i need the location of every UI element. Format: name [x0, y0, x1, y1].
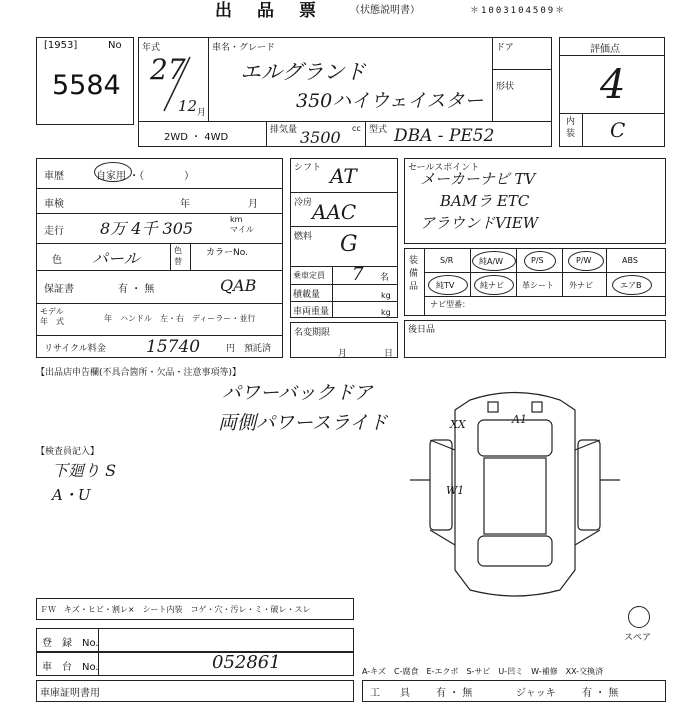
name-grade-label: 車名・グレード	[212, 43, 276, 53]
model-change-label	[40, 307, 64, 327]
year-value: 27	[150, 53, 186, 86]
equip-tv: 純TV	[436, 281, 455, 290]
cert-label: 車庫証明書用	[40, 688, 100, 699]
cooling-label: 冷房	[294, 198, 313, 208]
model-code-label: 型式	[369, 125, 388, 135]
displacement-label: 排気量	[270, 125, 298, 135]
document-title: 出 品 票	[215, 1, 320, 21]
registration-day: 日	[384, 349, 394, 359]
diagram-mark-a1: A1	[512, 413, 527, 426]
color-no-value: QAB	[220, 276, 257, 295]
equip-leather: 革シート	[522, 281, 554, 290]
inspector-line-1: 下廻り S	[52, 461, 117, 480]
chassis-no-label: 車 台 No.	[42, 662, 99, 673]
lot-year-tag: [1953]	[44, 40, 78, 51]
navi-model-label: ナビ型番：	[430, 300, 470, 309]
door-label: ドア	[496, 43, 514, 53]
vehicle-grade: 350ハイウェイスター	[296, 90, 484, 112]
inspection-label: 車検	[44, 199, 64, 210]
displacement-value: 3500	[300, 128, 341, 147]
equip-ext-navi: 外ナビ	[569, 281, 593, 290]
vehicle-name: エルグランド	[240, 60, 366, 84]
equip-sr: S/R	[440, 256, 454, 265]
equip-tv-circle	[428, 275, 468, 295]
model-change-text: モデル 年 式	[40, 307, 64, 326]
capacity-value: 7	[352, 264, 364, 285]
fuel-label: 燃料	[294, 232, 313, 242]
equip-ps: P/S	[531, 256, 544, 265]
retrofit-label: 後日品	[408, 325, 436, 335]
fuel-value: G	[340, 232, 358, 257]
equip-airbag-circle	[612, 275, 652, 295]
tools-options: 有 ・ 無	[436, 688, 473, 699]
inspection-month-unit: 月	[248, 199, 258, 210]
history-options: 自家用 ・（ ）	[96, 171, 195, 182]
rating-score: 4	[600, 62, 626, 108]
shift-label: シフト	[294, 163, 322, 173]
recycle-label: リサイクル料金	[44, 344, 106, 354]
chassis-no-value: 052861	[212, 652, 281, 673]
capacity-unit: 名	[380, 273, 390, 283]
year-label: 年式	[142, 43, 161, 53]
sales-point-line-2: BAMラ ETC	[440, 192, 530, 210]
equipment-label	[409, 255, 418, 294]
equipment-label-text: 装 備 品	[409, 256, 419, 292]
load-unit: kg	[381, 291, 391, 300]
equip-pw: P/W	[576, 256, 592, 265]
month-value: 12	[178, 97, 198, 115]
mileage-label: 走行	[44, 226, 64, 237]
registration-no-label: 登 録 No.	[42, 638, 99, 649]
registration-label: 名変期限	[294, 328, 331, 338]
equip-ps-circle	[524, 251, 556, 271]
spare-tire-icon	[628, 606, 650, 628]
equip-abs: ABS	[622, 256, 638, 265]
mileage-unit-text: km マイル	[230, 215, 254, 234]
cooling-value: AAC	[312, 200, 357, 224]
declaration-line-2: 両側パワースライド	[218, 412, 388, 434]
spare-label: スペア	[624, 633, 652, 643]
history-circle	[94, 162, 132, 182]
equip-navi-circle	[474, 275, 514, 295]
interior-score: C	[610, 118, 626, 142]
diagram-mark-xx: XX	[450, 418, 466, 431]
inspector-line-2: A・U	[52, 486, 91, 504]
month-unit: 月	[197, 108, 207, 118]
lot-number: 5584	[52, 70, 121, 101]
mileage-unit	[230, 215, 254, 235]
inspector-label: 【検査員記入】	[36, 447, 100, 457]
sales-point-label: セールスポイント	[408, 163, 480, 173]
shape-label: 形状	[496, 82, 515, 92]
weight-unit: kg	[381, 308, 391, 317]
load-label: 積載量	[293, 290, 321, 300]
history-label: 車歴	[44, 171, 64, 182]
color-value: パール	[92, 249, 140, 268]
equip-airbag: エアB	[620, 281, 642, 290]
equip-pw-circle	[568, 251, 604, 271]
damage-legend: A-キズ C-腐食 E-エクボ S-サビ U-凹ミ W-補修 XX-交換済	[362, 667, 604, 676]
fw-row-text: ＦＷ キズ・ヒビ・割レ× シート内装 コゲ・穴・汚レ・ミ・破レ・スレ	[40, 605, 311, 614]
color-change-label	[174, 245, 182, 267]
color-no-label: カラーNo.	[206, 248, 248, 258]
equip-aw: 純A/W	[479, 257, 504, 266]
lot-no-label: No	[108, 40, 122, 51]
weight-label: 車両重量	[293, 307, 330, 317]
sales-point-line-3: アラウンドVIEW	[420, 214, 539, 232]
shift-value: AT	[330, 164, 357, 188]
recycle-fee: 15740	[146, 337, 201, 357]
declaration-line-1: パワーバックドア	[222, 382, 373, 404]
model-change-row: 年 ハンドル 左・右 ディーラー・並行	[104, 314, 256, 323]
drive-label: 2WD ・ 4WD	[164, 132, 229, 143]
serial-barcode-text: ＊1003104509＊	[470, 6, 567, 16]
recycle-unit: 円 預託済	[226, 344, 272, 354]
warranty-options: 有 ・ 無	[118, 284, 155, 295]
rating-label: 評価点	[590, 44, 620, 55]
warranty-label: 保証書	[44, 284, 74, 295]
sales-point-line-1: メーカーナビ TV	[420, 170, 536, 188]
declaration-label: 【出品店申告欄(不具合箇所・欠品・注意事項等)】	[36, 368, 242, 378]
equip-aw-circle	[472, 251, 516, 271]
jack-label: ジャッキ	[516, 688, 556, 699]
equip-navi: 純ナビ	[480, 281, 504, 290]
mileage-value: 8万 4千 305	[100, 219, 194, 238]
color-label: 色	[52, 255, 62, 266]
inspection-year-unit: 年	[180, 199, 190, 210]
color-change-text: 色 替	[174, 246, 182, 266]
document-subtitle: （状態説明書）	[350, 5, 420, 16]
tools-label: 工 具	[370, 688, 410, 699]
displacement-unit: cc	[352, 124, 361, 133]
retrofit-box	[404, 320, 666, 358]
diagram-mark-w1: W1	[446, 484, 465, 497]
model-code-value: DBA - PE52	[394, 126, 495, 146]
registration-month: 月	[338, 349, 348, 359]
capacity-label: 乗車定員	[293, 271, 325, 280]
interior-label-text: 内 装	[566, 117, 576, 139]
interior-label	[566, 116, 575, 140]
jack-options: 有 ・ 無	[582, 688, 619, 699]
